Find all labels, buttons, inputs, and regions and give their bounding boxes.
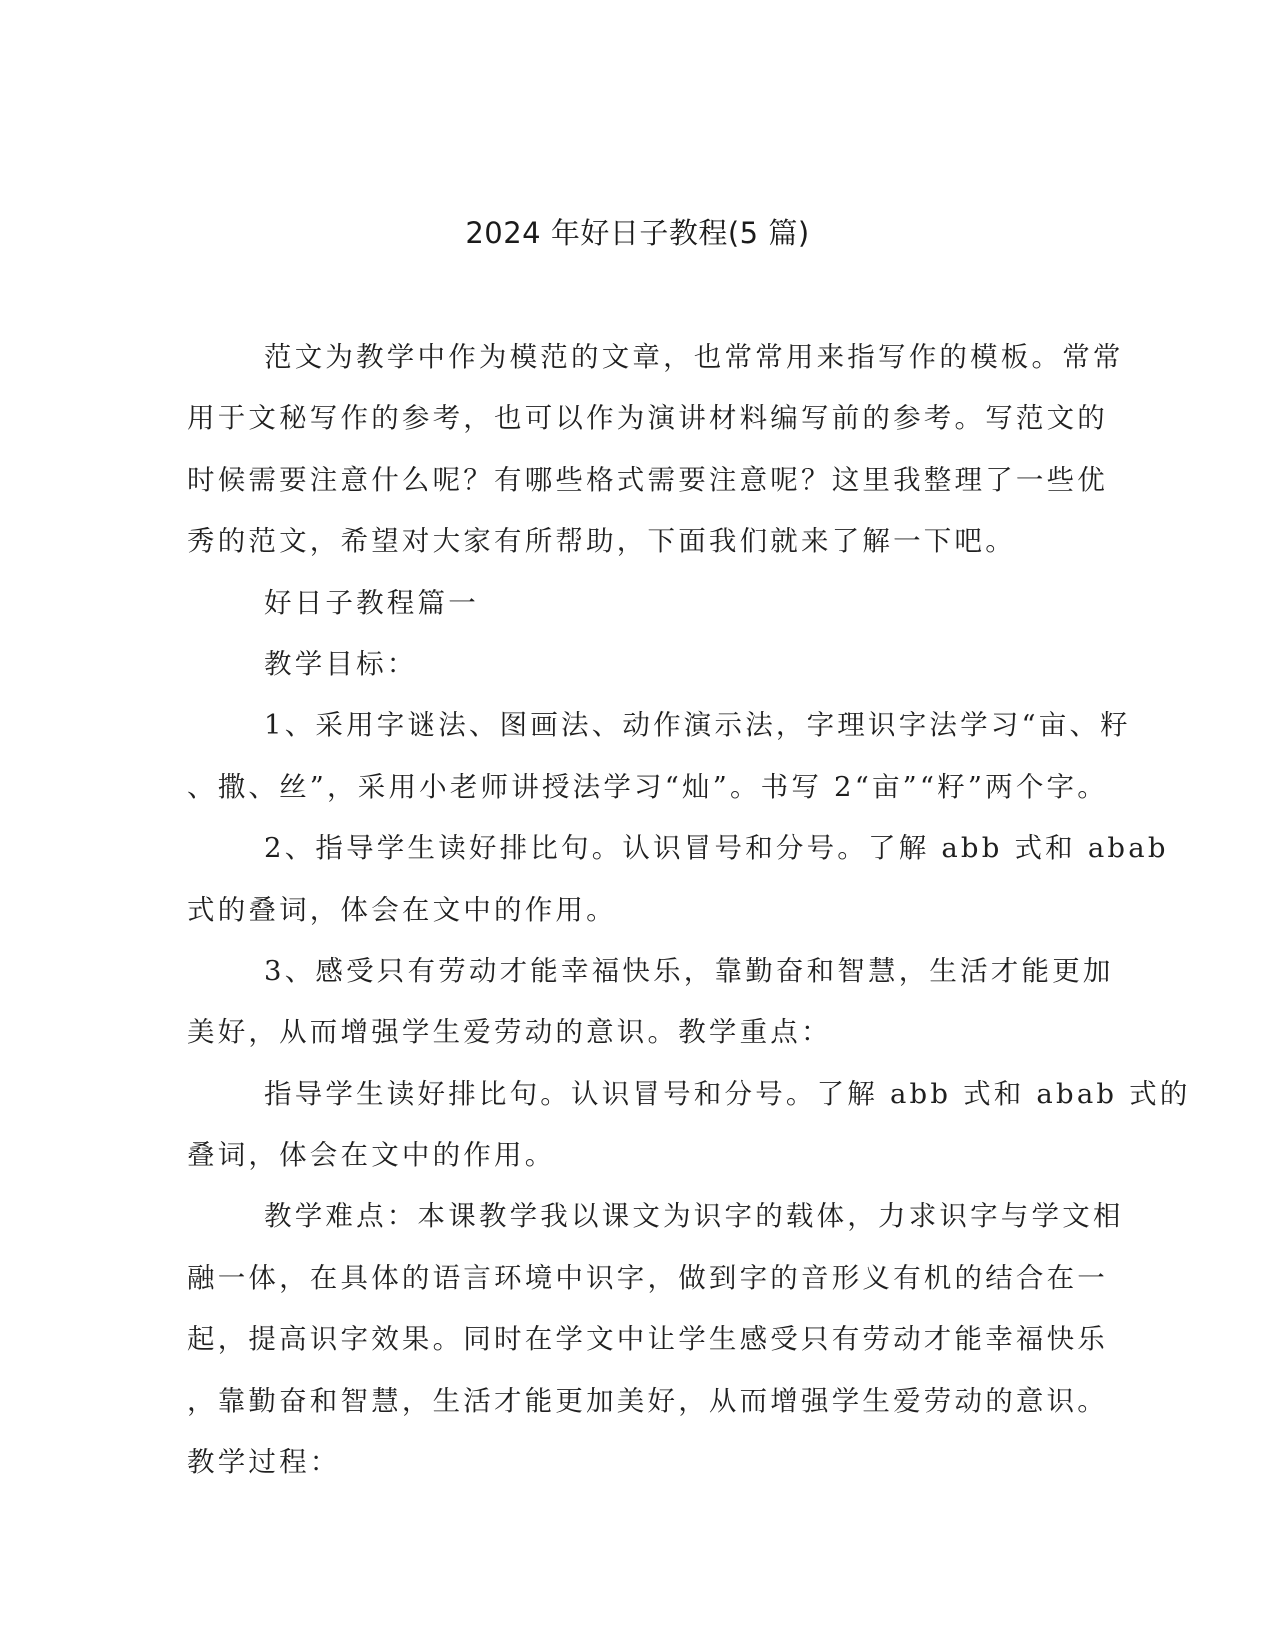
text-line: 教学难点：本课教学我以课文为识字的载体，力求识字与学文相	[264, 1200, 1124, 1233]
text-line: ，靠勤奋和智慧，生活才能更加美好，从而增强学生爱劳动的意识。	[187, 1384, 1108, 1417]
text-line: 1、采用字谜法、图画法、动作演示法，字理识字法学习“亩、籽	[264, 709, 1131, 742]
text-line: 叠词，体会在文中的作用。	[187, 1139, 556, 1172]
text-line: 教学过程：	[187, 1446, 341, 1479]
text-line: 3、感受只有劳动才能幸福快乐，靠勤奋和智慧，生活才能更加	[264, 954, 1114, 987]
text-line: 好日子教程篇一	[264, 586, 479, 619]
text-line: 2、指导学生读好排比句。认识冒号和分号。了解 abb 式和 abab	[264, 832, 1169, 865]
text-line: 教学目标：	[264, 647, 418, 680]
text-line: 秀的范文，希望对大家有所帮助，下面我们就来了解一下吧。	[187, 525, 1016, 558]
text-line: 指导学生读好排比句。认识冒号和分号。了解 abb 式和 abab 式的	[264, 1077, 1191, 1110]
text-line: 融一体，在具体的语言环境中识字，做到字的音形义有机的结合在一	[187, 1261, 1108, 1294]
text-line: 美好，从而增强学生爱劳动的意识。教学重点：	[187, 1016, 832, 1049]
document-title: 2024 年好日子教程(5 篇)	[465, 216, 810, 250]
text-line: 起，提高识字效果。同时在学文中让学生感受只有劳动才能幸福快乐	[187, 1323, 1108, 1356]
text-line: 用于文秘写作的参考，也可以作为演讲材料编写前的参考。写范文的	[187, 402, 1108, 435]
text-line: 范文为教学中作为模范的文章，也常常用来指写作的模板。常常	[264, 341, 1124, 373]
document-body	[187, 327, 1191, 1493]
text-line: 时候需要注意什么呢？有哪些格式需要注意呢？这里我整理了一些优	[187, 463, 1108, 496]
text-line: 、撒、丝”，采用小老师讲授法学习“灿”。书写 2“亩”“籽”两个字。	[187, 770, 1108, 803]
text-line: 式的叠词，体会在文中的作用。	[187, 893, 617, 926]
